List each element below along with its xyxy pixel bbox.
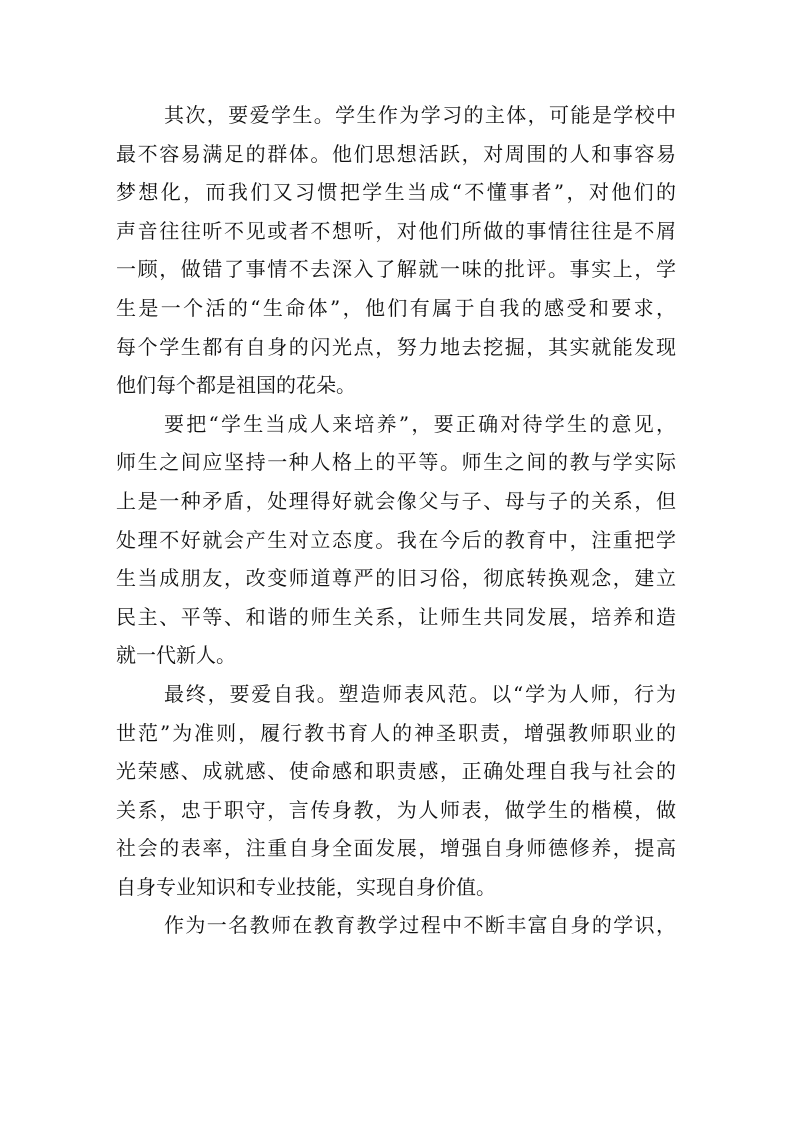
paragraph-2 xyxy=(116,405,676,675)
text-line: 要把“学生当成人来培养”，要正确对待学生的意见， xyxy=(164,411,676,436)
paragraph-3 xyxy=(116,675,676,907)
text-line: 每个学生都有自身的闪光点，努力地去挖掘，其实就能发现 xyxy=(116,334,676,359)
text-line: 上是一种矛盾，处理得好就会像父与子、母与子的关系，但 xyxy=(116,488,676,513)
text-line: 最终，要爱自我。塑造师表风范。以“学为人师，行为 xyxy=(164,681,676,706)
document-body xyxy=(116,96,676,945)
text-line: 声音往往听不见或者不想听，对他们所做的事情往往是不屑 xyxy=(116,218,676,243)
text-line: 自身专业知识和专业技能，实现自身价值。 xyxy=(116,874,496,899)
text-line: 就一代新人。 xyxy=(116,643,236,668)
text-line: 世范”为准则，履行教书育人的神圣职责，增强教师职业的 xyxy=(116,720,676,745)
text-line: 作为一名教师在教育教学过程中不断丰富自身的学识， xyxy=(164,913,676,938)
text-line: 光荣感、成就感、使命感和职责感，正确处理自我与社会的 xyxy=(116,759,676,784)
text-line: 梦想化，而我们又习惯把学生当成“不懂事者”，对他们的 xyxy=(116,180,676,205)
text-line: 师生之间应坚持一种人格上的平等。师生之间的教与学实际 xyxy=(116,450,676,475)
text-line: 生当成朋友，改变师道尊严的旧习俗，彻底转换观念，建立 xyxy=(116,566,676,591)
paragraph-1 xyxy=(116,96,676,405)
text-line: 生是一个活的“生命体”，他们有属于自我的感受和要求， xyxy=(116,295,676,320)
text-line: 处理不好就会产生对立态度。我在今后的教育中，注重把学 xyxy=(116,527,676,552)
paragraph-4 xyxy=(116,906,676,945)
text-line: 一顾，做错了事情不去深入了解就一味的批评。事实上，学 xyxy=(116,257,676,282)
text-line: 关系，忠于职守，言传身教，为人师表，做学生的楷模，做 xyxy=(116,797,676,822)
text-line: 最不容易满足的群体。他们思想活跃，对周围的人和事容易 xyxy=(116,141,676,166)
text-line: 民主、平等、和谐的师生关系，让师生共同发展，培养和造 xyxy=(116,604,676,629)
text-line: 他们每个都是祖国的花朵。 xyxy=(116,373,356,398)
text-line: 社会的表率，注重自身全面发展，增强自身师德修养，提高 xyxy=(116,836,676,861)
text-line: 其次，要爱学生。学生作为学习的主体，可能是学校中 xyxy=(164,103,676,127)
